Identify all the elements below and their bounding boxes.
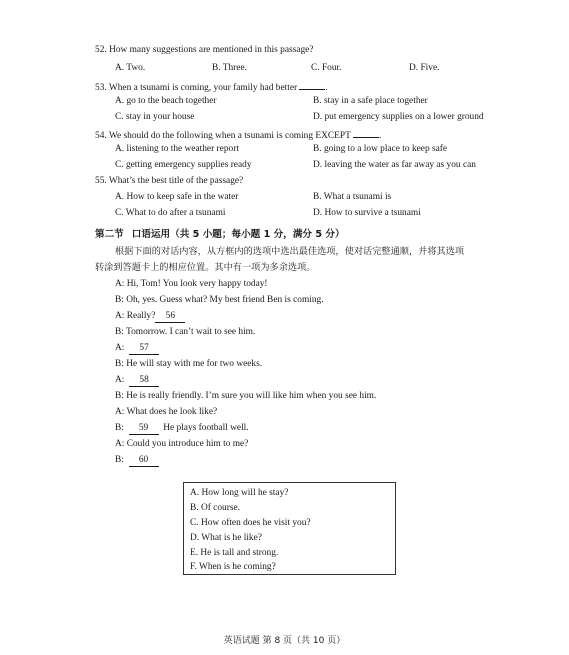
q53-option-a: A. go to the beach together — [115, 96, 217, 106]
dialogue-line — [115, 456, 159, 467]
q53-option-b: B. stay in a safe place together — [313, 96, 428, 106]
dialogue-line — [115, 344, 159, 355]
answer-blank-59: 59 — [129, 424, 159, 435]
question-55: 55. What’s the best title of the passage? — [95, 176, 244, 186]
q54-option-d: D. leaving the water as far away as you can — [313, 160, 476, 170]
dialogue-text: Really? — [126, 311, 156, 321]
dialogue-line — [115, 296, 324, 305]
question-53-text: 53. When a tsunami is coming, your family had better — [95, 83, 298, 93]
q55-option-d: D. How to survive a tsunami — [313, 208, 421, 218]
dialogue-line — [115, 280, 268, 289]
section-heading — [95, 230, 345, 240]
dialogue-text: Oh, yes. Guess what? My best friend Ben is coming. — [126, 295, 324, 305]
speaker: B: — [115, 455, 124, 465]
box-option-d: D. What is he like? — [190, 533, 262, 543]
speaker: A: — [115, 311, 125, 321]
q53-option-d: D. put emergency supplies on a lower ground — [313, 112, 484, 122]
answer-blank — [299, 80, 325, 90]
speaker: B: — [115, 423, 124, 433]
box-option-b: B. Of course. — [190, 503, 240, 513]
speaker: B: — [115, 295, 124, 305]
dialogue-line — [115, 376, 159, 387]
dialogue-line — [115, 392, 376, 401]
dialogue-line — [115, 408, 217, 417]
question-52: 52. How many suggestions are mentioned in this passage? — [95, 45, 314, 55]
q52-option-b: B. Three. — [212, 63, 247, 73]
box-option-e: E. He is tall and strong. — [190, 548, 279, 558]
speaker: B: — [115, 359, 124, 369]
q54-option-c: C. getting emergency supplies ready — [115, 160, 252, 170]
dialogue-text: He plays football well. — [163, 423, 249, 433]
speaker: A: — [115, 439, 125, 449]
box-option-a: A. How long will he stay? — [190, 488, 289, 498]
speaker: B: — [115, 327, 124, 337]
q55-option-b: B. What a tsunami is — [313, 192, 392, 202]
section-number: 第二节 — [95, 229, 124, 240]
q53-option-c: C. stay in your house — [115, 112, 195, 122]
answer-blank-57: 57 — [129, 344, 159, 355]
page-footer: 英语试题 第 8 页（共 10 页） — [223, 636, 346, 646]
speaker: A: — [115, 407, 125, 417]
section-instruction-line1: 根据下面的对话内容，从方框内的选项中选出最佳选项，使对话完整通顺，并将其选项 — [115, 246, 465, 257]
dialogue-line — [115, 424, 249, 435]
q55-option-c: C. What to do after a tsunami — [115, 208, 226, 218]
q55-option-a: A. How to keep safe in the water — [115, 192, 239, 202]
question-54-period: . — [379, 131, 382, 141]
dialogue-text: What does he look like? — [126, 407, 218, 417]
dialogue-text: Hi, Tom! You look very happy today! — [126, 279, 268, 289]
dialogue-text: Could you introduce him to me? — [126, 439, 249, 449]
dialogue-line — [115, 328, 255, 337]
box-option-f: F. When is he coming? — [190, 562, 276, 572]
dialogue-text: He is really friendly. I’m sure you will like him when you see him. — [126, 391, 377, 401]
dialogue-line — [115, 312, 185, 323]
section-instruction-line2: 转涂到答题卡上的相应位置。其中有一项为多余选项。 — [95, 262, 316, 273]
answer-blank-60: 60 — [129, 456, 159, 467]
question-53 — [95, 80, 328, 93]
speaker: A: — [115, 279, 125, 289]
q52-option-d: D. Five. — [409, 63, 440, 73]
q52-option-a: A. Two. — [115, 63, 146, 73]
dialogue-line — [115, 440, 248, 449]
answer-blank-58: 58 — [129, 376, 159, 387]
q54-option-b: B. going to a low place to keep safe — [313, 144, 448, 154]
dialogue-text: Tomorrow. I can’t wait to see him. — [126, 327, 256, 337]
q52-option-c: C. Four. — [311, 63, 342, 73]
question-54-text: 54. We should do the following when a tsunami is coming EXCEPT — [95, 131, 351, 141]
section-title: 口语运用（共 5 小题；每小题 1 分，满分 5 分） — [131, 229, 345, 240]
answer-blank-56: 56 — [155, 312, 185, 323]
options-box — [183, 482, 396, 575]
speaker: A: — [115, 343, 125, 353]
question-53-period: . — [325, 83, 328, 93]
box-option-c: C. How often does he visit you? — [190, 518, 311, 528]
question-54 — [95, 128, 381, 141]
dialogue-line — [115, 360, 262, 369]
dialogue-text: He will stay with me for two weeks. — [126, 359, 263, 369]
speaker: B: — [115, 391, 124, 401]
answer-blank — [353, 128, 379, 138]
speaker: A: — [115, 375, 125, 385]
q54-option-a: A. listening to the weather report — [115, 144, 239, 154]
